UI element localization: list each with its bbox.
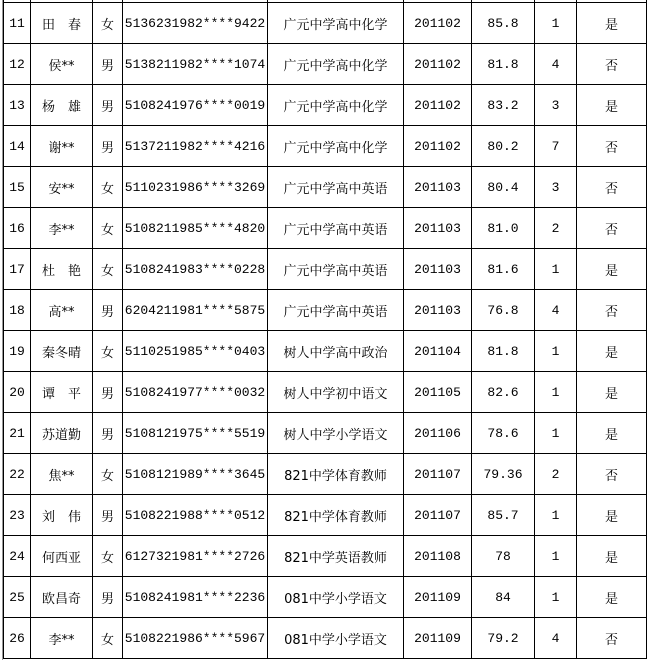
results-table (3, 0, 647, 659)
position-code-cell: 201107 (404, 495, 472, 536)
position-cell: 821中学英语教师 (268, 536, 404, 577)
position-code-cell: 201102 (404, 3, 472, 44)
position-cell: 广元中学高中化学 (268, 85, 404, 126)
id-number-cell: 5108221988****0512 (123, 495, 268, 536)
position-cell: 821中学体育教师 (268, 454, 404, 495)
gender-cell: 男 (93, 290, 123, 331)
rank-cell: 1 (535, 495, 577, 536)
candidate-name-cell: 苏道勤 (31, 413, 93, 454)
gender-cell: 女 (93, 331, 123, 372)
selected-status-cell: 否 (577, 126, 647, 167)
row-number-cell: 26 (4, 618, 31, 659)
gender-cell: 女 (93, 536, 123, 577)
table-row (4, 85, 647, 126)
position-code-cell: 201102 (404, 44, 472, 85)
row-number-cell: 11 (4, 3, 31, 44)
gender-cell: 男 (93, 126, 123, 167)
id-number-cell: 5108121989****3645 (123, 454, 268, 495)
selected-status-cell: 否 (577, 454, 647, 495)
selected-status-cell: 是 (577, 536, 647, 577)
position-code-cell: 201103 (404, 290, 472, 331)
selected-status-cell: 是 (577, 413, 647, 454)
gender-cell: 男 (93, 577, 123, 618)
row-number-cell: 14 (4, 126, 31, 167)
score-cell: 81.8 (472, 44, 535, 85)
gender-cell: 男 (93, 413, 123, 454)
candidate-name-cell: 谢** (31, 126, 93, 167)
score-cell: 85.7 (472, 495, 535, 536)
position-cell: 广元中学高中化学 (268, 44, 404, 85)
row-number-cell: 21 (4, 413, 31, 454)
row-number-cell: 19 (4, 331, 31, 372)
rank-cell: 1 (535, 413, 577, 454)
position-cell: 树人中学初中语文 (268, 372, 404, 413)
id-number-cell: 5108241981****2236 (123, 577, 268, 618)
gender-cell: 女 (93, 618, 123, 659)
position-code-cell: 201103 (404, 167, 472, 208)
candidate-name-cell: 何西亚 (31, 536, 93, 577)
id-number-cell: 5108221986****5967 (123, 618, 268, 659)
table-row (4, 290, 647, 331)
rank-cell: 3 (535, 167, 577, 208)
selected-status-cell: 否 (577, 618, 647, 659)
score-cell: 76.8 (472, 290, 535, 331)
id-number-cell: 6204211981****5875 (123, 290, 268, 331)
rank-cell: 1 (535, 577, 577, 618)
selected-status-cell: 是 (577, 3, 647, 44)
position-code-cell: 201106 (404, 413, 472, 454)
candidate-name-cell: 杨 雄 (31, 85, 93, 126)
row-number-cell: 16 (4, 208, 31, 249)
table-row (4, 3, 647, 44)
position-code-cell: 201109 (404, 618, 472, 659)
table-row (4, 536, 647, 577)
table-row (4, 495, 647, 536)
position-cell: 081中学小学语文 (268, 577, 404, 618)
position-code-cell: 201109 (404, 577, 472, 618)
selected-status-cell: 是 (577, 249, 647, 290)
score-cell: 82.6 (472, 372, 535, 413)
position-cell: 821中学体育教师 (268, 495, 404, 536)
candidate-name-cell: 李** (31, 208, 93, 249)
rank-cell: 1 (535, 331, 577, 372)
rank-cell: 4 (535, 290, 577, 331)
score-cell: 81.6 (472, 249, 535, 290)
rank-cell: 1 (535, 3, 577, 44)
position-cell: 树人中学高中政治 (268, 331, 404, 372)
id-number-cell: 5108211985****4820 (123, 208, 268, 249)
rank-cell: 3 (535, 85, 577, 126)
table-row (4, 331, 647, 372)
id-number-cell: 5108121975****5519 (123, 413, 268, 454)
table-row (4, 577, 647, 618)
gender-cell: 男 (93, 495, 123, 536)
table-row (4, 208, 647, 249)
selected-status-cell: 是 (577, 372, 647, 413)
selected-status-cell: 是 (577, 85, 647, 126)
candidate-name-cell: 谭 平 (31, 372, 93, 413)
score-cell: 81.0 (472, 208, 535, 249)
id-number-cell: 5110231986****3269 (123, 167, 268, 208)
rank-cell: 4 (535, 618, 577, 659)
id-number-cell: 5138211982****1074 (123, 44, 268, 85)
position-code-cell: 201103 (404, 249, 472, 290)
score-cell: 83.2 (472, 85, 535, 126)
candidate-name-cell: 高** (31, 290, 93, 331)
id-number-cell: 5108241977****0032 (123, 372, 268, 413)
score-cell: 79.2 (472, 618, 535, 659)
gender-cell: 女 (93, 249, 123, 290)
gender-cell: 女 (93, 208, 123, 249)
position-cell: 广元中学高中英语 (268, 249, 404, 290)
selected-status-cell: 是 (577, 495, 647, 536)
table-row (4, 44, 647, 85)
table-row (4, 126, 647, 167)
row-number-cell: 20 (4, 372, 31, 413)
position-cell: 树人中学小学语文 (268, 413, 404, 454)
candidate-name-cell: 秦冬晴 (31, 331, 93, 372)
candidate-name-cell: 刘 伟 (31, 495, 93, 536)
gender-cell: 女 (93, 167, 123, 208)
rank-cell: 2 (535, 208, 577, 249)
score-cell: 78 (472, 536, 535, 577)
selected-status-cell: 否 (577, 44, 647, 85)
rank-cell: 4 (535, 44, 577, 85)
position-cell: 广元中学高中化学 (268, 126, 404, 167)
selected-status-cell: 是 (577, 331, 647, 372)
row-number-cell: 17 (4, 249, 31, 290)
position-cell: 081中学小学语文 (268, 618, 404, 659)
row-number-cell: 22 (4, 454, 31, 495)
id-number-cell: 5136231982****9422 (123, 3, 268, 44)
table-row (4, 618, 647, 659)
row-number-cell: 25 (4, 577, 31, 618)
candidate-name-cell: 安** (31, 167, 93, 208)
gender-cell: 男 (93, 44, 123, 85)
id-number-cell: 6127321981****2726 (123, 536, 268, 577)
rank-cell: 7 (535, 126, 577, 167)
position-code-cell: 201105 (404, 372, 472, 413)
rank-cell: 1 (535, 372, 577, 413)
position-code-cell: 201108 (404, 536, 472, 577)
position-code-cell: 201102 (404, 85, 472, 126)
position-code-cell: 201103 (404, 208, 472, 249)
id-number-cell: 5108241976****0019 (123, 85, 268, 126)
position-code-cell: 201102 (404, 126, 472, 167)
selected-status-cell: 否 (577, 167, 647, 208)
id-number-cell: 5108241983****0228 (123, 249, 268, 290)
table-row (4, 413, 647, 454)
position-cell: 广元中学高中英语 (268, 208, 404, 249)
rank-cell: 1 (535, 249, 577, 290)
table-row (4, 454, 647, 495)
candidate-name-cell: 欧昌奇 (31, 577, 93, 618)
selected-status-cell: 否 (577, 290, 647, 331)
gender-cell: 女 (93, 454, 123, 495)
position-cell: 广元中学高中英语 (268, 167, 404, 208)
candidate-name-cell: 李** (31, 618, 93, 659)
gender-cell: 男 (93, 372, 123, 413)
position-cell: 广元中学高中英语 (268, 290, 404, 331)
gender-cell: 男 (93, 85, 123, 126)
score-cell: 79.36 (472, 454, 535, 495)
score-cell: 84 (472, 577, 535, 618)
gender-cell: 女 (93, 3, 123, 44)
row-number-cell: 24 (4, 536, 31, 577)
rank-cell: 2 (535, 454, 577, 495)
table-row (4, 372, 647, 413)
score-cell: 80.4 (472, 167, 535, 208)
row-number-cell: 23 (4, 495, 31, 536)
id-number-cell: 5137211982****4216 (123, 126, 268, 167)
row-number-cell: 13 (4, 85, 31, 126)
row-number-cell: 18 (4, 290, 31, 331)
score-cell: 80.2 (472, 126, 535, 167)
row-number-cell: 15 (4, 167, 31, 208)
candidate-name-cell: 杜 艳 (31, 249, 93, 290)
candidate-name-cell: 田 春 (31, 3, 93, 44)
row-number-cell: 12 (4, 44, 31, 85)
score-cell: 85.8 (472, 3, 535, 44)
position-cell: 广元中学高中化学 (268, 3, 404, 44)
score-cell: 78.6 (472, 413, 535, 454)
candidate-name-cell: 侯** (31, 44, 93, 85)
table-row (4, 249, 647, 290)
position-code-cell: 201107 (404, 454, 472, 495)
candidate-name-cell: 焦** (31, 454, 93, 495)
score-cell: 81.8 (472, 331, 535, 372)
rank-cell: 1 (535, 536, 577, 577)
selected-status-cell: 是 (577, 577, 647, 618)
position-code-cell: 201104 (404, 331, 472, 372)
id-number-cell: 5110251985****0403 (123, 331, 268, 372)
table-row (4, 167, 647, 208)
selected-status-cell: 否 (577, 208, 647, 249)
